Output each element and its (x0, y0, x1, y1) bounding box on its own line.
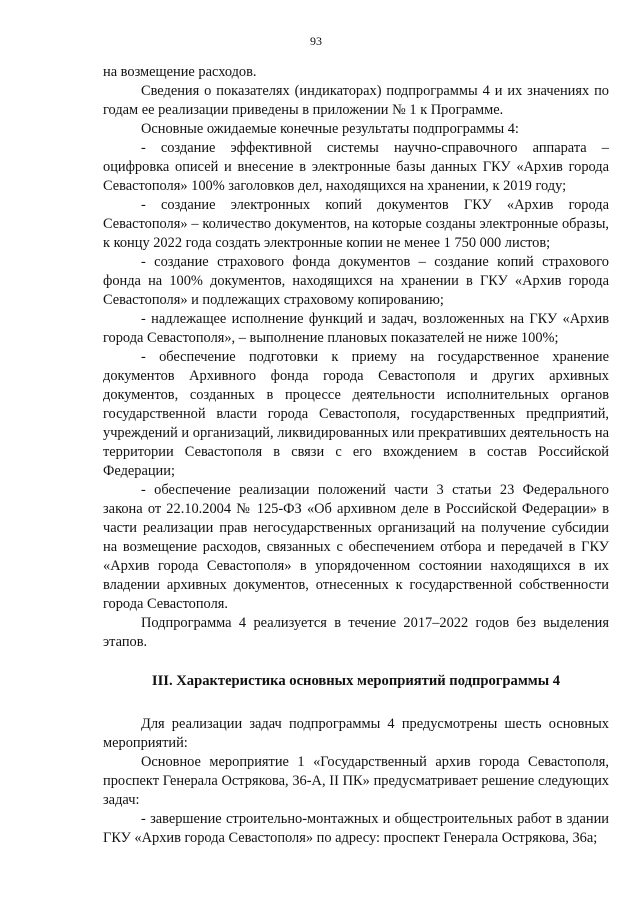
paragraph: - создание эффективной системы научно-справочного аппарата – оцифровка описей и внесение в электронные базы данных ГКУ «Архив города Севастополя» 100% заголовков дел, находящихся на хранении, к 2019 году; (103, 140, 609, 194)
paragraph: - надлежащее исполнение функций и задач, возложенных на ГКУ «Архив города Севастополя», – выполнение плановых показателей не ниже 100%; (103, 311, 609, 346)
paragraph: Для реализации задач подпрограммы 4 предусмотрены шесть основных мероприятий: (103, 716, 609, 751)
paragraph: Подпрограмма 4 реализуется в течение 2017–2022 годов без выделения этапов. (103, 615, 609, 650)
paragraph: - завершение строительно-монтажных и общестроительных работ в здании ГКУ «Архив города Севастополя» по адресу: проспект Генерала Острякова, 36а; (103, 811, 609, 846)
page-number: 93 (310, 34, 322, 48)
section-heading: III. Характеристика основных мероприятий подпрограммы 4 (151, 673, 561, 689)
paragraph: Основное мероприятие 1 «Государственный архив города Севастополя, проспект Генерала Острякова, 36-А, II ПК» предусматривает решение следующих задач: (103, 754, 609, 808)
paragraph: Основные ожидаемые конечные результаты подпрограммы 4: (141, 121, 519, 137)
paragraph: Сведения о показателях (индикаторах) подпрограммы 4 и их значениях по годам ее реализации приведены в приложении № 1 к Программе. (103, 83, 609, 118)
paragraph: - обеспечение подготовки к приему на государственное хранение документов Архивного фонда города Севастополя и других архивных документов, созданных в процессе деятельности исполнительных органов государственной власти города Севастополя, государственных предприятий, учреждений и организаций, ликвидированных или прекративших деятельность на территории Севастополя в связи с его вхождением в состав Российской Федерации; (103, 349, 609, 479)
paragraph: - создание страхового фонда документов – создание копий страхового фонда на 100% документов, находящихся на хранении в ГКУ «Архив города Севастополя» и подлежащих страховому копированию; (103, 254, 609, 308)
paragraph: - создание электронных копий документов ГКУ «Архив города Севастополя» – количество документов, на которые созданы электронные образы, к концу 2022 года создать электронные копии не менее 1 750 000 листов; (103, 197, 609, 251)
paragraph: на возмещение расходов. (103, 64, 257, 80)
paragraph: - обеспечение реализации положений части 3 статьи 23 Федерального закона от 22.10.2004 № 125-ФЗ «Об архивном деле в Российской Федерации» в части реализации прав негосударственных организаций на получение субсидии на возмещение расходов, связанных с обеспечением отбора и передачей в ГКУ «Архив города Севастополя» в упорядоченном состоянии находящихся в их владении архивных документов, отнесенных к государственной собственности города Севастополя. (103, 482, 609, 612)
document-body (103, 63, 609, 848)
